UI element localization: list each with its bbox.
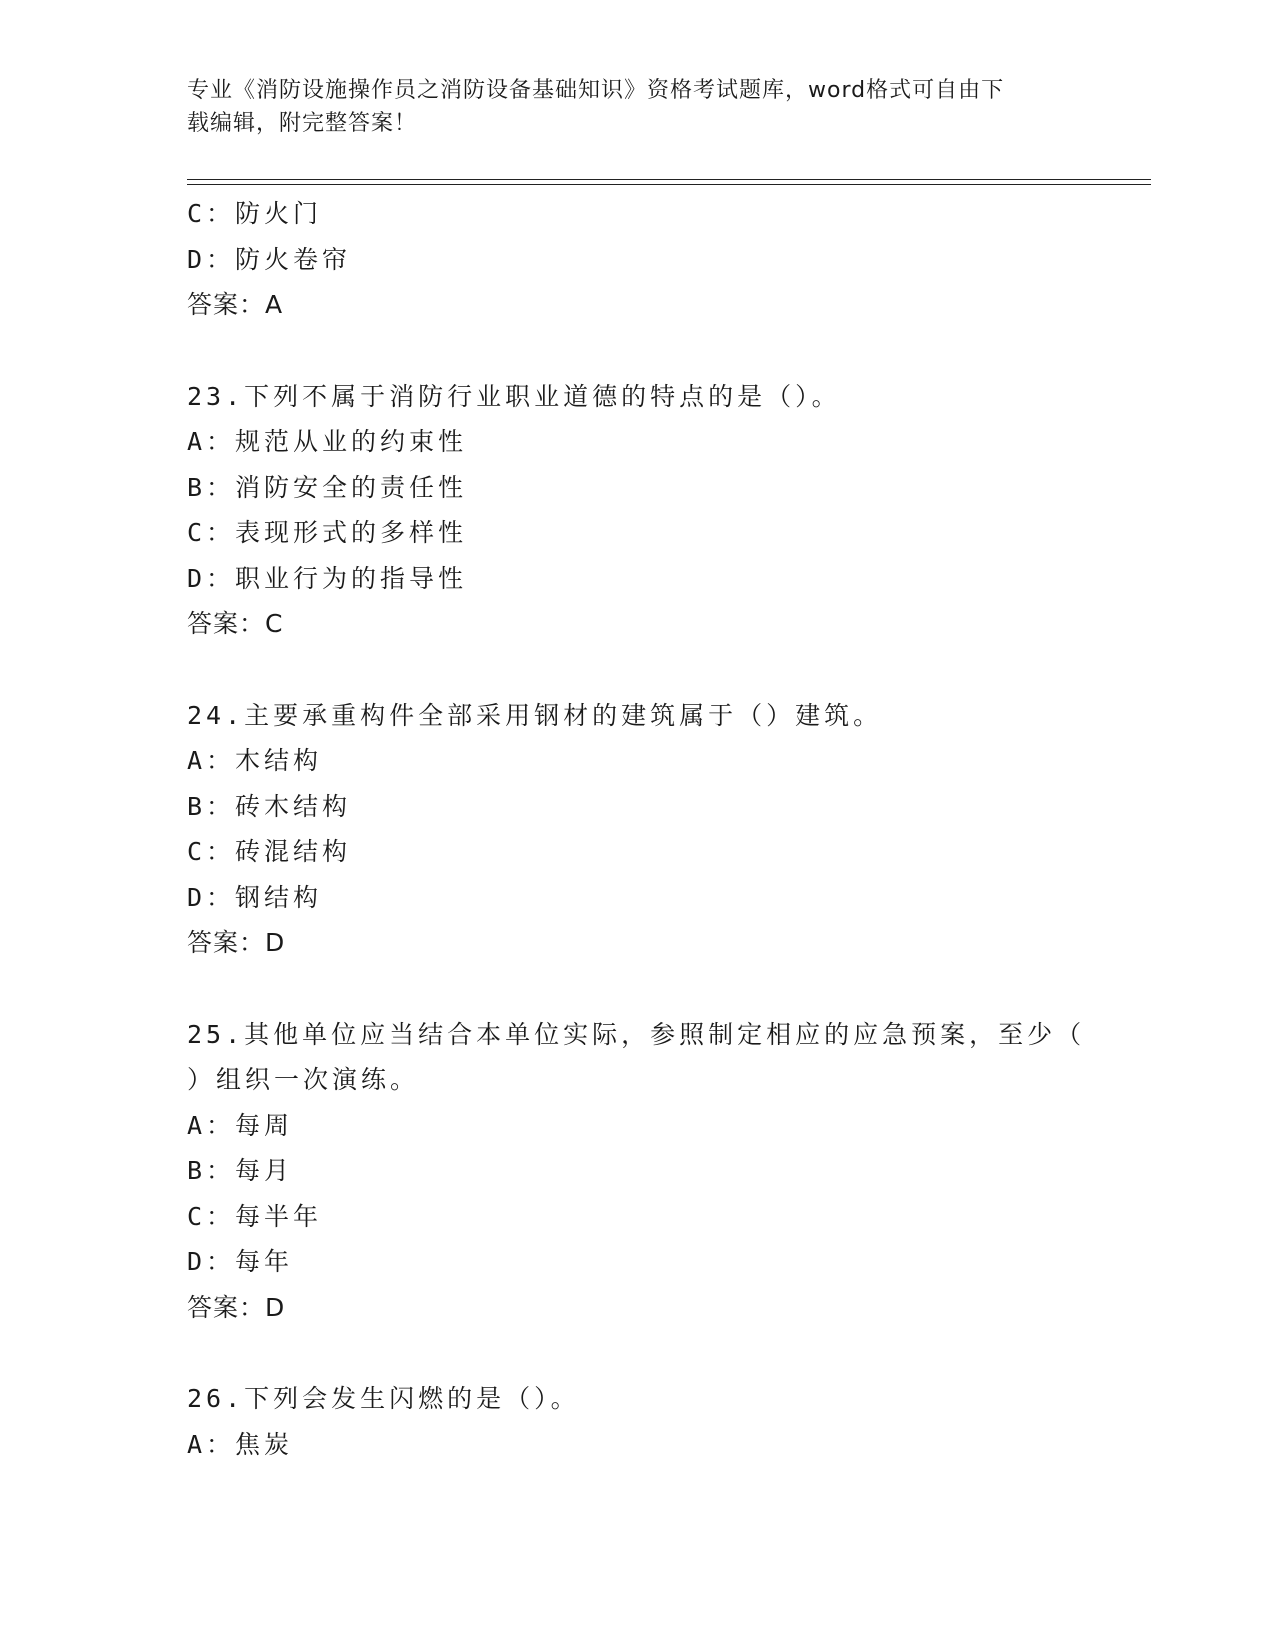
option-d: D：每年 [187, 1247, 294, 1276]
option-a: A：每周 [187, 1110, 294, 1140]
header-divider-bottom [187, 184, 1151, 185]
option-c: C：表现形式的多样性 [187, 518, 468, 547]
option-b: B：每月 [187, 1156, 294, 1185]
option-d: D：钢结构 [187, 882, 323, 912]
question-list [187, 191, 1087, 1467]
option-c: C：砖混结构 [187, 837, 352, 866]
question-stem-continued: ）组织一次演练。 [187, 1065, 420, 1094]
question-stem: 24.主要承重构件全部采用钢材的建筑属于（）建筑。 [187, 700, 883, 730]
header-divider-top [187, 179, 1151, 180]
question-stem: 25.其他单位应当结合本单位实际，参照制定相应的应急预案，至少（ [187, 1019, 1086, 1049]
option-d: D：职业行为的指导性 [187, 563, 468, 593]
option-d: D：防火卷帘 [187, 244, 352, 274]
question-22-continued [187, 191, 1087, 328]
answer-line: 答案：D [187, 928, 286, 957]
header-line-2: 载编辑，附完整答案！ [187, 111, 418, 136]
question-26 [187, 1376, 1087, 1467]
question-stem: 23.下列不属于消防行业职业道德的特点的是（）。 [187, 381, 841, 411]
question-23 [187, 374, 1087, 647]
document-header [187, 74, 1087, 140]
option-c: C：防火门 [187, 199, 323, 228]
question-24 [187, 693, 1087, 966]
option-c: C：每半年 [187, 1201, 323, 1231]
header-line-1: 专业《消防设施操作员之消防设备基础知识》资格考试题库，word格式可自由下 [187, 78, 1005, 103]
option-a: A：焦炭 [187, 1429, 294, 1459]
option-b: B：砖木结构 [187, 791, 352, 821]
answer-line: 答案：D [187, 1292, 286, 1322]
option-a: A：规范从业的约束性 [187, 427, 468, 456]
option-b: B：消防安全的责任性 [187, 472, 468, 502]
question-stem: 26.下列会发生闪燃的是（）。 [187, 1384, 580, 1413]
question-25 [187, 1012, 1087, 1331]
answer-line: 答案：A [187, 290, 284, 319]
answer-line: 答案：C [187, 609, 284, 638]
option-a: A：木结构 [187, 746, 323, 775]
